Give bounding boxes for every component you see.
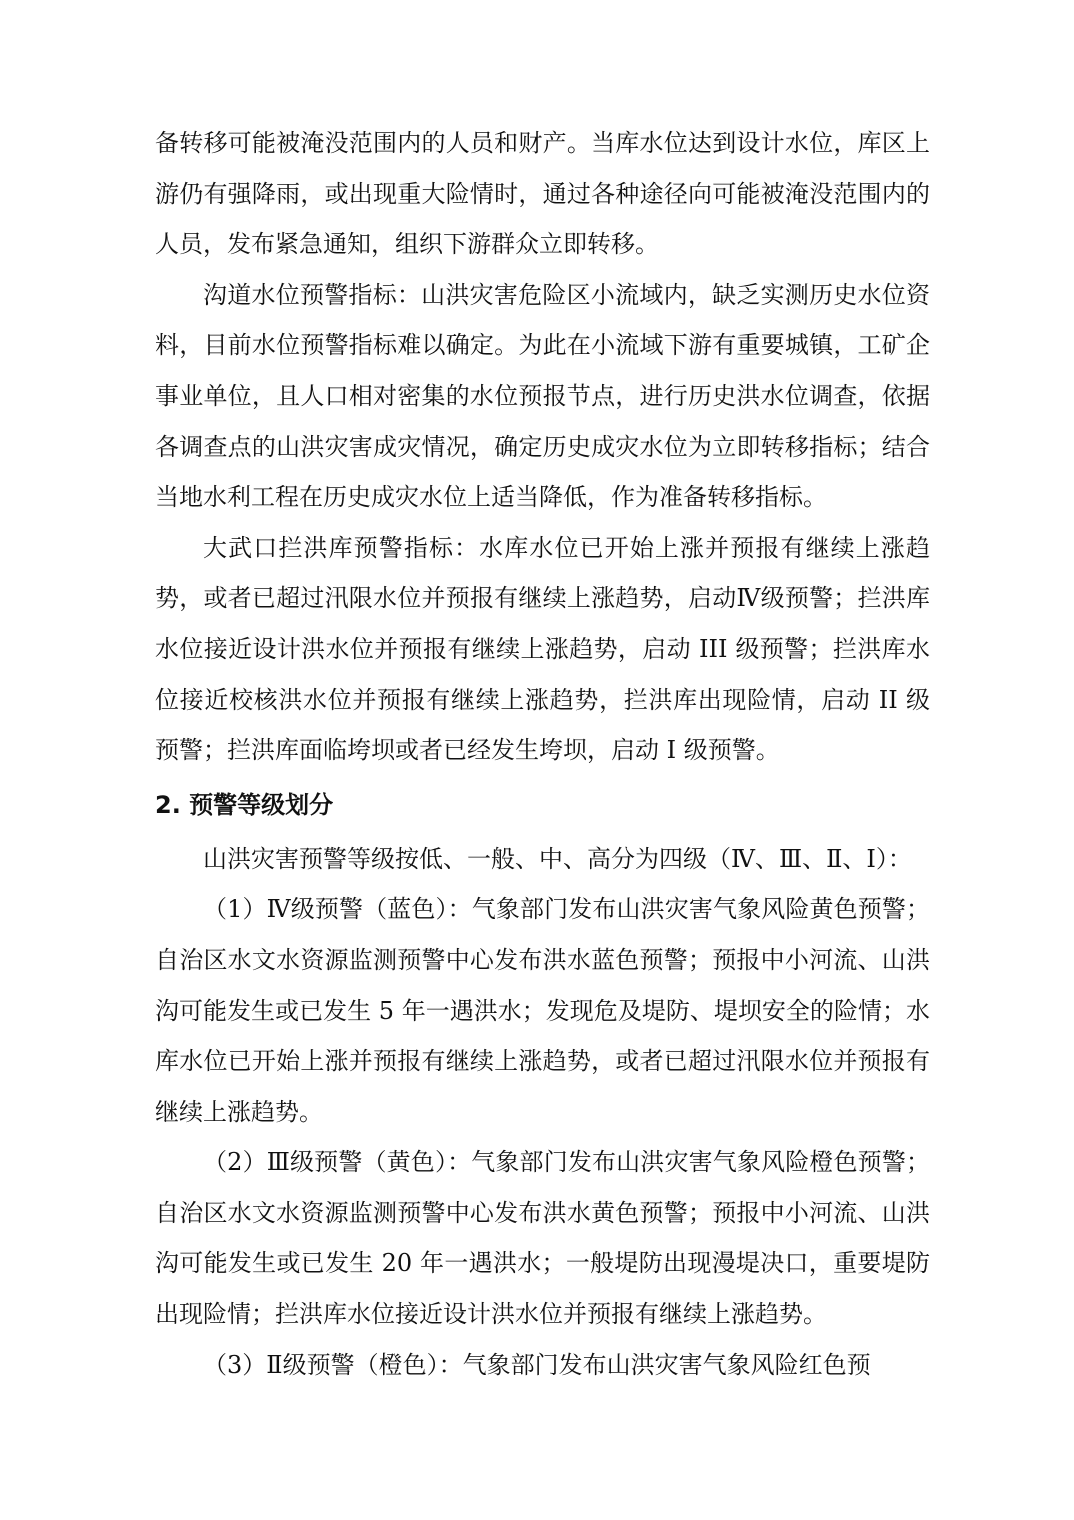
- paragraph-transfer-continuation: 备转移可能被淹没范围内的人员和财产。当库水位达到设计水位，库区上游仍有强降雨，或出现重大险情时，通过各种途径向可能被淹没范围内的人员，发布紧急通知，组织下游群众立即转移。: [155, 129, 930, 259]
- paragraph-level-iv-blue: （1）Ⅳ级预警（蓝色）：气象部门发布山洪灾害气象风险黄色预警；自治区水文水资源监测预警中心发布洪水蓝色预警；预报中小河流、山洪沟可能发生或已发生 5 年一遇洪水；发现危及堤防、堤坝安全的险情；水库水位已开始上涨并预报有继续上涨趋势，或者已超过汛限水位并预报有继续上涨趋势。: [155, 895, 930, 1126]
- section-heading-warning-levels: 2. 预警等级划分: [155, 790, 334, 819]
- paragraph-level-ii-orange: （3）Ⅱ级预警（橙色）：气象部门发布山洪灾害气象风险红色预: [203, 1350, 871, 1379]
- paragraph-channel-water-level-indicator: 沟道水位预警指标：山洪灾害危险区小流域内，缺乏实测历史水位资料，目前水位预警指标难以确定。为此在小流域下游有重要城镇，工矿企事业单位，且人口相对密集的水位预报节点，进行历史洪水位调查，依据各调查点的山洪灾害成灾情况，确定历史成灾水位为立即转移指标；结合当地水利工程在历史成灾水位上适当降低，作为准备转移指标。: [155, 280, 930, 512]
- paragraph-dawukou-reservoir-indicator: 大武口拦洪库预警指标：水库水位已开始上涨并预报有继续上涨趋势，或者已超过汛限水位并预报有继续上涨趋势，启动Ⅳ级预警；拦洪库水位接近设计洪水位并预报有继续上涨趋势，启动 III 级预警；拦洪库水位接近校核洪水位并预报有继续上涨趋势，拦洪库出现险情，启动 II 级预警；拦洪库面临垮坝或者已经发生垮坝，启动 I 级预警。: [155, 533, 930, 765]
- paragraph-level-iii-yellow: （2）Ⅲ级预警（黄色）：气象部门发布山洪灾害气象风险橙色预警；自治区水文水资源监测预警中心发布洪水黄色预警；预报中小河流、山洪沟可能发生或已发生 20 年一遇洪水；一般堤防出现漫堤决口，重要堤防出现险情；拦洪库水位接近设计洪水位并预报有继续上涨趋势。: [155, 1148, 930, 1329]
- paragraph-warning-level-overview: 山洪灾害预警等级按低、一般、中、高分为四级（Ⅳ、Ⅲ、Ⅱ、Ⅰ）：: [203, 844, 912, 873]
- document-page: [155, 118, 930, 1390]
